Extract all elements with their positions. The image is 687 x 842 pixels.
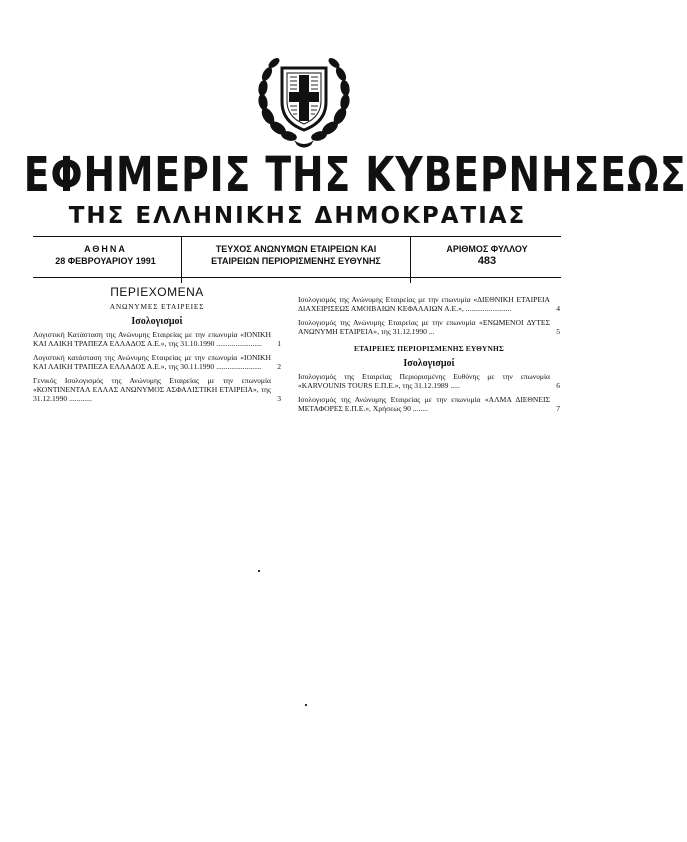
issue-info-box bbox=[33, 236, 561, 278]
contents-entry[interactable] bbox=[298, 395, 560, 413]
entry-text: Ισολογισμός της Εταιρείας Περιορισμένης Ευθύνης με την επωνυμία «KARVOUNIS TOURS Ε.Π.Ε.», της 31.12.1989 ..... bbox=[298, 372, 550, 390]
contents-entry[interactable] bbox=[33, 330, 281, 348]
entry-text: Ισολογισμός της Ανώνυμης Εταιρείας με την επωνυμία «ΑΛΜΑ ΔΙΕΘΝΕΙΣ ΜΕΤΑΦΟΡΕΣ Ε.Π.Ε.», Χρήσεως 90 ........ bbox=[298, 395, 550, 413]
contents-entry[interactable] bbox=[298, 295, 560, 313]
entry-page: 5 bbox=[556, 327, 560, 336]
issue-place-date bbox=[33, 237, 178, 283]
entry-page: 6 bbox=[556, 381, 560, 390]
subheading-balance-sheets-ltd: Ισολογισμοί bbox=[403, 358, 455, 369]
scan-speck bbox=[305, 704, 307, 706]
scan-speck bbox=[258, 570, 260, 572]
issue-series-line2: ΕΤΑΙΡΕΙΩΝ ΠΕΡΙΟΡΙΣΜΕΝΗΣ ΕΥΘΥΝΗΣ bbox=[211, 256, 381, 266]
issue-city: ΑΘΗΝΑ bbox=[84, 244, 127, 254]
entry-text: Ισολογισμός της Ανώνυμης Εταιρείας με την επωνυμία «ΕΝΩΜΕΝΟΙ ΔΥΤΕΣ ΑΝΩΝΥΜΗ ΕΤΑΙΡΕΙΑ», της 31.12.1990 ... bbox=[298, 318, 550, 336]
entry-text: Ισολογισμός της Ανώνυμης Εταιρείας με την επωνυμία «ΔΙΕΘΝΙΚΗ ΕΤΑΙΡΕΙΑ ΔΙΑΧΕΙΡΙΣΕΩΣ ΑΜΟΙΒΑΙΩΝ ΚΕΦΑΛΑΙΩΝ Α.Ε.», ........................ bbox=[298, 295, 550, 313]
contents-entry[interactable] bbox=[298, 318, 560, 336]
gazette-title: ΕΦΗΜΕΡΙΣ ΤΗΣ ΚΥΒΕΡΝΗΣΕΩΣ bbox=[23, 146, 687, 203]
issue-date: 28 ΦΕΒΡΟΥΑΡΙΟΥ 1991 bbox=[55, 256, 156, 266]
contents-right-column bbox=[298, 295, 560, 418]
issue-sheet bbox=[413, 237, 561, 283]
contents-heading: ΠΕΡΙΕΧΟΜΕΝΑ bbox=[110, 285, 204, 299]
entry-page: 1 bbox=[277, 339, 281, 348]
contents-entry[interactable] bbox=[298, 372, 560, 390]
contents-left-column bbox=[33, 285, 281, 408]
entry-text: Λογιστική Κατάσταση της Ανώνυμης Εταιρείας με την επωνυμία «ΙΟΝΙΚΗ ΚΑΙ ΛΑΙΚΗ ΤΡΑΠΕΖΑ ΕΛΛΑΔΟΣ Α.Ε.», της 31.10.1990 ........................ bbox=[33, 330, 271, 348]
section-heading-sa: ΑΝΩΝΥΜΕΣ ΕΤΑΙΡΕΙΕΣ bbox=[109, 302, 205, 311]
contents-entry[interactable] bbox=[33, 353, 281, 371]
entry-text: Λογιστική κατάσταση της Ανώνυμης Εταιρείας με την επωνυμία «ΙΟΝΙΚΗ ΚΑΙ ΛΑΙΚΗ ΤΡΑΠΕΖΑ ΕΛΛΑΔΟΣ Α.Ε.», της 30.11.1990 ........................ bbox=[33, 353, 271, 371]
sheet-number-label: ΑΡΙΘΜΟΣ ΦΥΛΛΟΥ bbox=[446, 244, 528, 254]
entry-page: 2 bbox=[277, 362, 281, 371]
entry-text: Γενικός Ισολογισμός της Ανώνυμης Εταιρείας με την επωνυμία «ΚΟΝΤΙΝΕΝΤΑΛ ΕΛΛΑΣ ΑΝΩΝΥΜΟΣ ΑΣΦΑΛΙΣΤΙΚΗ ΕΤΑΙΡΕΙΑ», της 31.12.1990 ............ bbox=[33, 376, 271, 403]
contents-entry[interactable] bbox=[33, 376, 281, 403]
subheading-balance-sheets: Ισολογισμοί bbox=[131, 316, 183, 327]
section-heading-ltd: ΕΤΑΙΡΕΙΕΣ ΠΕΡΙΟΡΙΣΜΕΝΗΣ ΕΥΘΥΝΗΣ bbox=[353, 344, 504, 353]
gazette-subtitle: ΤΗΣ ΕΛΛΗΝΙΚΗΣ ΔΗΜΟΚΡΑΤΙΑΣ bbox=[68, 203, 527, 229]
entry-page: 4 bbox=[556, 304, 560, 313]
entry-page: 7 bbox=[556, 404, 560, 413]
entry-page: 3 bbox=[277, 394, 281, 403]
coat-of-arms-emblem bbox=[254, 46, 354, 150]
issue-series bbox=[181, 237, 411, 283]
sheet-number: 483 bbox=[477, 255, 497, 267]
issue-series-line1: ΤΕΥΧΟΣ ΑΝΩΝΥΜΩΝ ΕΤΑΙΡΕΙΩΝ ΚΑΙ bbox=[215, 244, 377, 254]
